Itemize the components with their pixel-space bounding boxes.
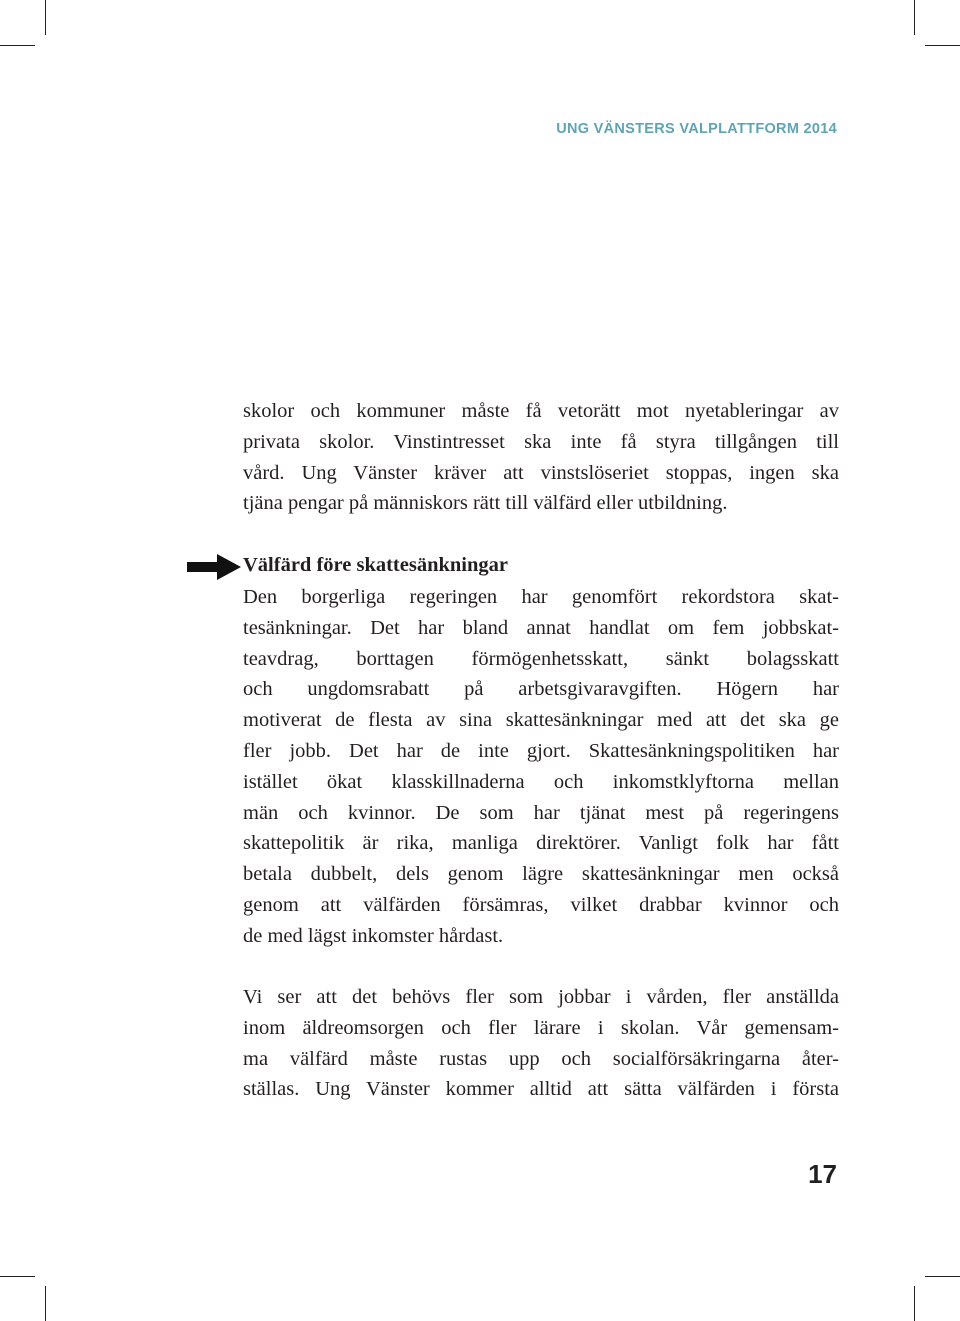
crop-mark [0, 45, 35, 46]
crop-mark [925, 1276, 960, 1277]
paragraph-line: inom äldreomsorgen och fler lärare i skolan. Vår gemensam- [243, 1016, 839, 1039]
crop-mark [914, 0, 915, 35]
paragraph-line: fler jobb. Det har de inte gjort. Skattesänkningspolitiken har [243, 739, 839, 762]
paragraph-line: betala dubbelt, dels genom lägre skattesänkningar men också [243, 863, 839, 886]
crop-mark [0, 1276, 35, 1277]
intro-paragraph [243, 396, 839, 519]
paragraph-line: Vi ser att det behövs fler som jobbar i vården, fler anställda [243, 986, 839, 1008]
paragraph-line: skolor och kommuner måste få vetorätt mot nyetableringar av [243, 400, 839, 422]
paragraph-line: motiverat de flesta av sina skattesänkningar med att det ska ge [243, 709, 839, 732]
paragraph-line: de med lägst inkomster hårdast. [243, 924, 504, 947]
paragraph-line: genom att välfärden försämras, vilket drabbar kvinnor och [243, 893, 839, 916]
paragraph-line: och ungdomsrabatt på arbetsgivaravgiften. Högern har [243, 678, 839, 701]
crop-mark [914, 1286, 915, 1321]
crop-mark [45, 1286, 46, 1321]
crop-mark [925, 45, 960, 46]
arrow-right-icon [187, 552, 241, 582]
page-number: 17 [808, 1159, 837, 1189]
paragraph-line: istället ökat klasskillnaderna och inkomstklyftorna mellan [243, 770, 839, 793]
paragraph-line: män och kvinnor. De som har tjänat mest på regeringens [243, 801, 839, 824]
paragraph-line: teavdrag, borttagen förmögenhetsskatt, sänkt bolagsskatt [243, 647, 839, 670]
section-paragraph [243, 582, 839, 952]
paragraph-line: skattepolitik är rika, manliga direktörer. Vanligt folk har fått [243, 832, 839, 855]
paragraph-line: ställas. Ung Vänster kommer alltid att sätta välfärden i första [243, 1078, 839, 1101]
paragraph-line: privata skolor. Vinstintresset ska inte få styra tillgången till [243, 430, 839, 453]
crop-mark [45, 0, 46, 35]
closing-paragraph [243, 982, 839, 1105]
running-header: UNG VÄNSTERS VALPLATTFORM 2014 [556, 121, 837, 137]
paragraph-line: Den borgerliga regeringen har genomfört rekordstora skat- [243, 586, 839, 608]
section-heading: Välfärd före skattesänkningar [243, 554, 508, 576]
paragraph-line: ma välfärd måste rustas upp och socialförsäkringarna åter- [243, 1047, 839, 1070]
paragraph-line: tesänkningar. Det har bland annat handlat om fem jobbskat- [243, 616, 839, 639]
paragraph-line: tjäna pengar på människors rätt till välfärd eller utbildning. [243, 492, 728, 515]
paragraph-line: vård. Ung Vänster kräver att vinstslöseriet stoppas, ingen ska [243, 461, 839, 484]
